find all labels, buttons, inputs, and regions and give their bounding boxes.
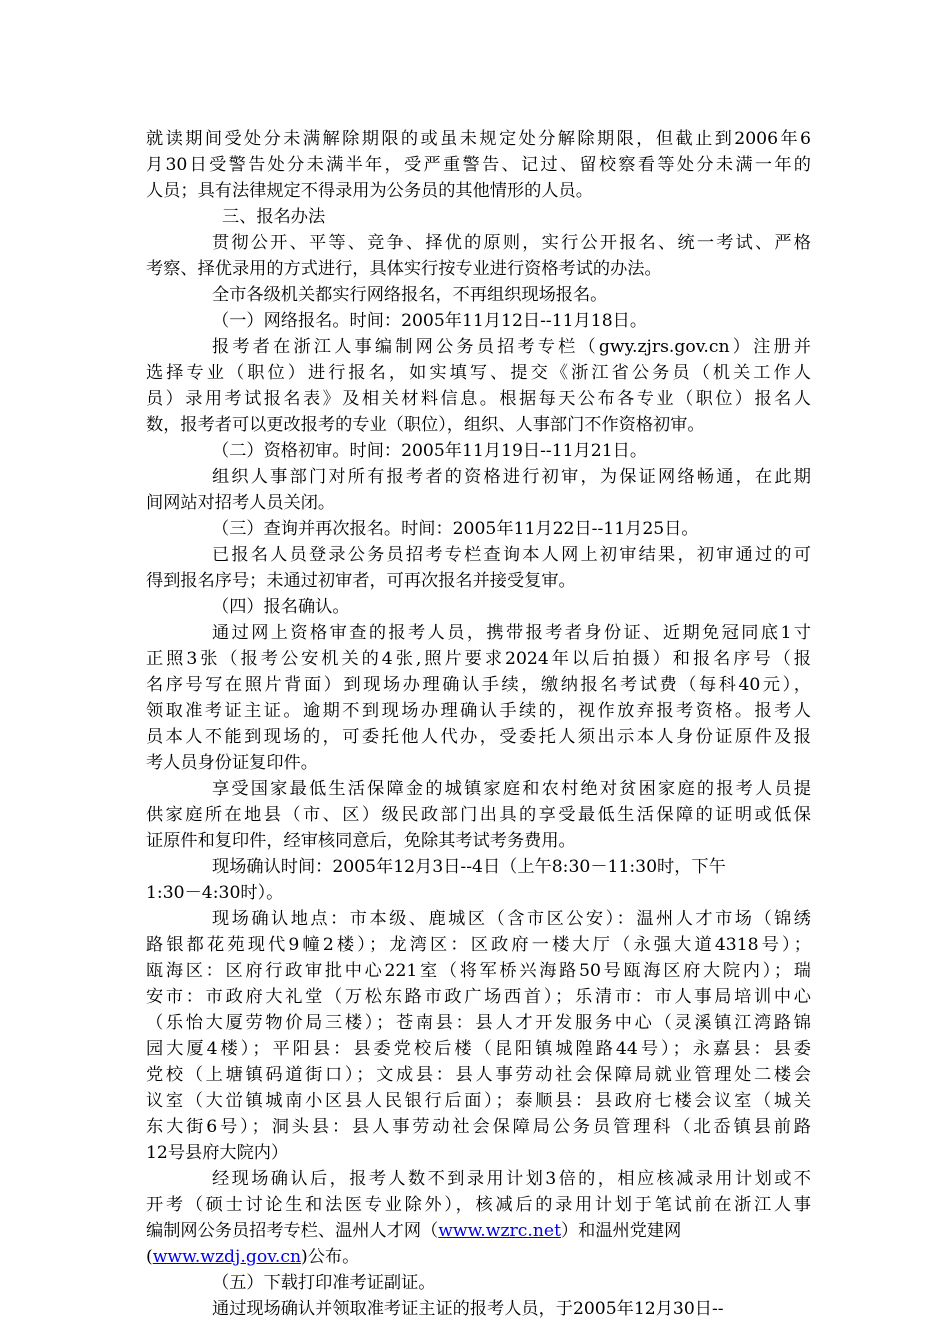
paragraph-line: 通过网上资格审查的报考人员，携带报考者身份证、近期免冠同底1寸 xyxy=(212,623,811,643)
paragraph-text: ）和温州党建网 xyxy=(560,1221,682,1241)
paragraph-line: 开考（硕士讨论生和法医专业除外），核减后的录用计划于笔试前在浙江人事 xyxy=(146,1195,811,1215)
paragraph-text: 编制网公务员招考专栏、温州人才网（ xyxy=(146,1221,439,1241)
paragraph-line: 就读期间受处分未满解除期限的或虽未规定处分解除期限，但截止到2006年6 xyxy=(146,129,811,149)
paragraph-line: 全市各级机关都实行网络报名，不再组织现场报名。 xyxy=(212,285,608,305)
paragraph-line: 经现场确认后，报考人数不到录用计划3倍的，相应核减录用计划或不 xyxy=(212,1169,811,1189)
paragraph-line: 名序号写在照片背面）到现场办理确认手续，缴纳报名考试费（每科40元）， xyxy=(146,675,811,695)
subheading: （一）网络报名。时间：2005年11月12日--11月18日。 xyxy=(212,311,648,331)
paragraph-line: 享受国家最低生活保障金的城镇家庭和农村绝对贫困家庭的报考人员提 xyxy=(212,779,811,799)
paragraph-line-with-link xyxy=(146,1244,359,1270)
paragraph-line: 月30日受警告处分未满半年，受严重警告、记过、留校察看等处分未满一年的 xyxy=(146,155,811,175)
paragraph-line: 供家庭所在地县（市、区）级民政部门出具的享受最低生活保障的证明或低保 xyxy=(146,805,811,825)
paragraph-line: 考察、择优录用的方式进行，具体实行按专业进行资格考试的办法。 xyxy=(146,259,662,279)
paragraph-line: （乐怡大厦劳物价局三楼）；苍南县：县人才开发服务中心（灵溪镇江湾路锦 xyxy=(146,1013,811,1033)
paragraph-line: 12号县府大院内） xyxy=(146,1143,289,1163)
paragraph-line-with-link xyxy=(146,1218,681,1244)
wzdj-link[interactable]: www.wzdj.gov.cn xyxy=(152,1247,302,1267)
subheading: （五）下载打印准考证副证。 xyxy=(212,1273,436,1293)
subheading: （三）查询并再次报名。时间：2005年11月22日--11月25日。 xyxy=(212,519,699,539)
paragraph-line: 间网站对招考人员关闭。 xyxy=(146,493,336,513)
paragraph-line: 员）录用考试报名表》及相关材料信息。根据每天公布各专业（职位）报名人 xyxy=(146,389,811,409)
paragraph-line: 党校（上塘镇码道街口）；文成县：县人事劳动社会保障局就业管理处二楼会 xyxy=(146,1065,811,1085)
paragraph-line: 考人员身份证复印件。 xyxy=(146,753,318,773)
subheading: （四）报名确认。 xyxy=(212,597,350,617)
paragraph-line: 瓯海区：区府行政审批中心221室（将军桥兴海路50号瓯海区府大院内）；瑞 xyxy=(146,961,811,981)
paragraph-line: 安市：市政府大礼堂（万松东路市政广场西首）；乐清市：市人事局培训中心 xyxy=(146,987,811,1007)
paragraph-line: 员本人不能到现场的，可委托他人代办，受委托人须出示本人身份证原件及报 xyxy=(146,727,811,747)
paragraph-line: 已报名人员登录公务员招考专栏查询本人网上初审结果，初审通过的可 xyxy=(212,545,811,565)
paragraph-line: 1:30－4:30时）。 xyxy=(146,883,284,903)
paragraph-line: 选择专业（职位）进行报名，如实填写、提交《浙江省公务员（机关工作人 xyxy=(146,363,811,383)
paragraph-line: 证原件和复印件，经审核同意后，免除其考试考务费用。 xyxy=(146,831,576,851)
paragraph-line: 正照3张（报考公安机关的4张,照片要求2024年以后拍摄）和报名序号（报 xyxy=(146,649,811,669)
paragraph-line: 得到报名序号；未通过初审者，可再次报名并接受复审。 xyxy=(146,571,576,591)
paragraph-line: 园大厦4楼）；平阳县：县委党校后楼（昆阳镇城隍路44号）；永嘉县：县委 xyxy=(146,1039,811,1059)
wzrc-link[interactable]: www.wzrc.net xyxy=(438,1221,561,1241)
paragraph-line: 现场确认地点：市本级、鹿城区（含市区公安）：温州人才市场（锦绣 xyxy=(212,909,811,929)
paragraph-text: ( xyxy=(146,1247,153,1267)
paragraph-line: 人员；具有法律规定不得录用为公务员的其他情形的人员。 xyxy=(146,181,593,201)
paragraph-line: 数，报考者可以更改报考的专业（职位），组织、人事部门不作资格初审。 xyxy=(146,415,705,435)
paragraph-line: 现场确认时间：2005年12月3日--4日（上午8:30－11:30时，下午 xyxy=(212,857,726,877)
paragraph-text: )公布。 xyxy=(301,1247,360,1267)
paragraph-line: 报考者在浙江人事编制网公务员招考专栏（gwy.zjrs.gov.cn）注册并 xyxy=(212,337,811,357)
paragraph-line: 议室（大峃镇城南小区县人民银行后面）；泰顺县：县政府七楼会议室（城关 xyxy=(146,1091,811,1111)
paragraph-line: 路银都花苑现代9幢2楼）；龙湾区：区政府一楼大厅（永强大道4318号）； xyxy=(146,935,811,955)
paragraph-line: 组织人事部门对所有报考者的资格进行初审，为保证网络畅通，在此期 xyxy=(212,467,811,487)
subheading: （二）资格初审。时间：2005年11月19日--11月21日。 xyxy=(212,441,648,461)
paragraph-line: 通过现场确认并领取准考证主证的报考人员，于2005年12月30日-- xyxy=(212,1299,724,1319)
paragraph-line: 领取准考证主证。逾期不到现场办理确认手续的，视作放弃报考资格。报考人 xyxy=(146,701,811,721)
section-heading: 三、报名办法 xyxy=(222,207,326,227)
paragraph-line: 东大街6号）；洞头县：县人事劳动社会保障局公务员管理科（北岙镇县前路 xyxy=(146,1117,811,1137)
paragraph-line: 贯彻公开、平等、竞争、择优的原则，实行公开报名、统一考试、严格 xyxy=(212,233,811,253)
